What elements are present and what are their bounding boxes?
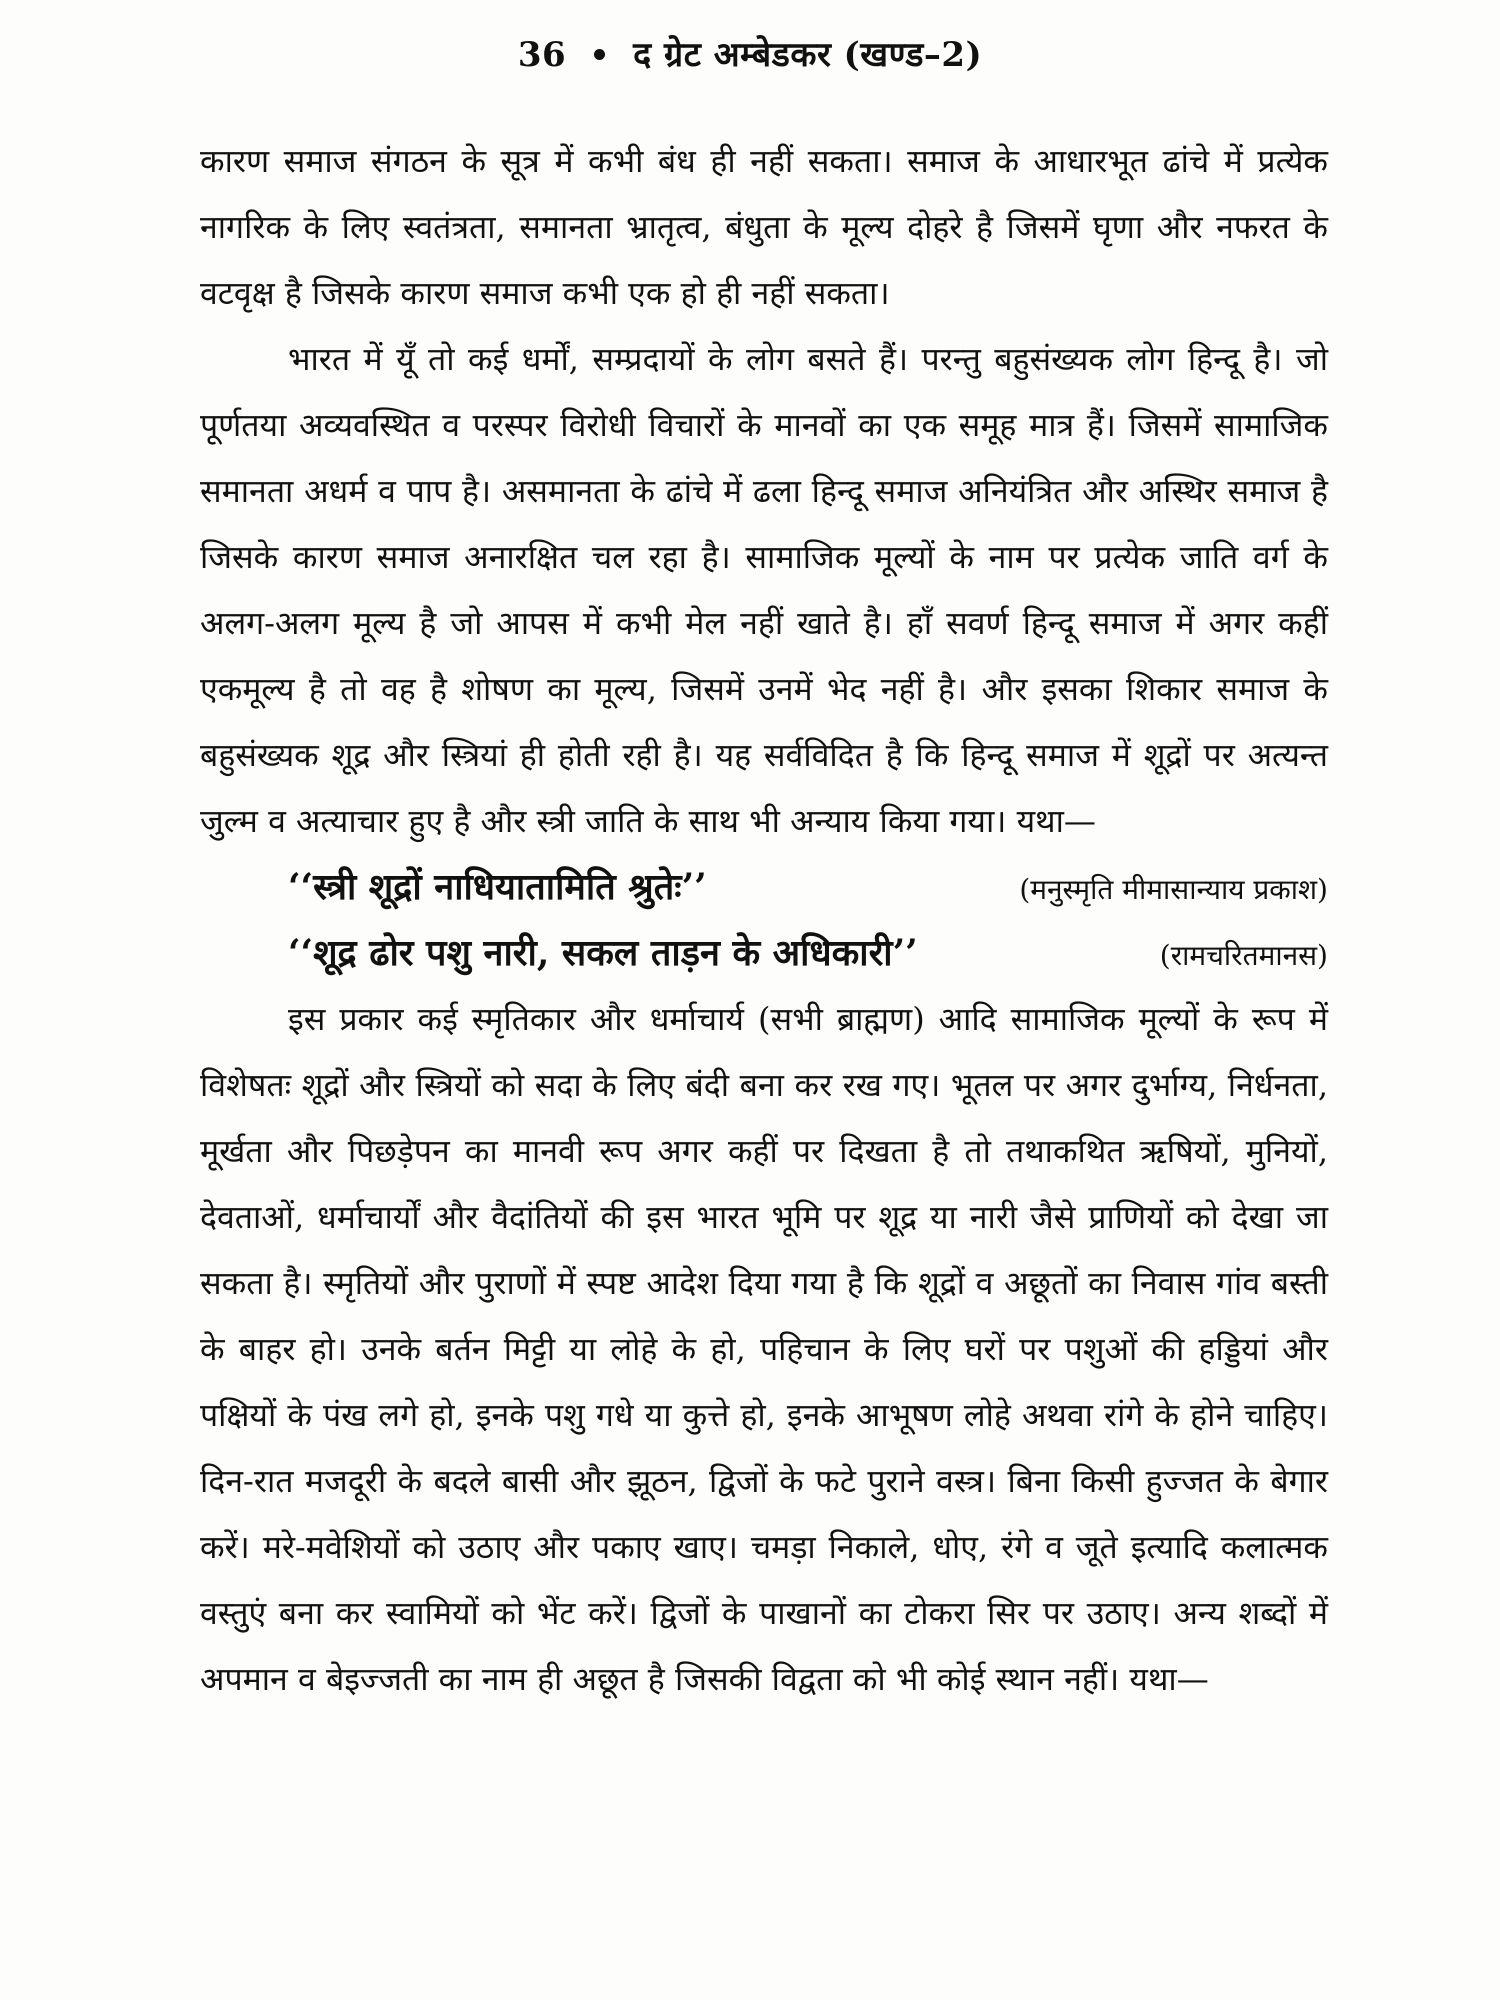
bullet-separator — [594, 49, 605, 60]
quote-source: (मनुस्मृति मीमासान्याय प्रकाश) — [1019, 873, 1328, 906]
paragraph-hindu-society: भारत में यूँ तो कई धर्मों, सम्प्रदायों के लोग बसते हैं। परन्तु बहुसंख्यक लोग हिन्दू है। जो पूर्णतया अव्यवस्थित व परस्पर विरोधी विचारों के मानवों का एक समूह मात्र हैं। जिसमें सामाजिक समानता अधर्म व पाप है। असमानता के ढांचे में ढला हिन्दू समाज अनियंत्रित और अस्थिर समाज है जिसके कारण समाज अनारक्षित चल रहा है। सामाजिक मूल्यों के नाम पर प्रत्येक जाति वर्ग के अलग-अलग मूल्य है जो आपस में कभी मेल नहीं खाते है। हाँ सवर्ण हिन्दू समाज में अगर कहीं एकमूल्य है तो वह है शोषण का मूल्य, जिसमें उनमें भेद नहीं है। और इसका शिकार समाज के बहुसंख्यक शूद्र और स्त्रियां ही होती रही है। यह सर्वविदित है कि हिन्दू समाज में शूद्रों पर अत्यन्त जुल्म व अत्याचार हुए है और स्त्री जाति के साथ भी अन्याय किया गया। यथा— — [200, 340, 1328, 840]
paragraph-continued: कारण समाज संगठन के सूत्र में कभी बंध ही नहीं सकता। समाज के आधारभूत ढांचे में प्रत्येक नागरिक के लिए स्वतंत्रता, समानता भ्रातृत्व, बंधुता के मूल्य दोहरे है जिसमें घृणा और नफरत के वटवृक्ष है जिसके कारण समाज कभी एक हो ही नहीं सकता। — [200, 142, 1328, 312]
book-title: द ग्रेट अम्बेडकर (खण्ड–2) — [633, 35, 983, 75]
quote-verse: ‘‘स्त्री शूद्रों नाधियातामिति श्रुतेः’’ — [288, 866, 707, 908]
page-body — [200, 128, 1328, 1712]
quote-verse: ‘‘शूद्र ढोर पशु नारी, सकल ताड़न के अधिकारी’’ — [288, 932, 918, 974]
quote-line — [200, 920, 1328, 986]
quote-source: (रामचरितमानस) — [1159, 939, 1328, 972]
paragraph-smritikar: इस प्रकार कई स्मृतिकार और धर्माचार्य (सभी ब्राह्मण) आदि सामाजिक मूल्यों के रूप में विशेषतः शूद्रों और स्त्रियों को सदा के लिए बंदी बना कर रख गए। भूतल पर अगर दुर्भाग्य, निर्धनता, मूर्खता और पिछड़ेपन का मानवी रूप अगर कहीं पर दिखता है तो तथाकथित ऋषियों, मुनियों, देवताओं, धर्माचार्यों और वैदांतियों की इस भारत भूमि पर शूद्र या नारी जैसे प्राणियों को देखा जा सकता है। स्मृतियों और पुराणों में स्पष्ट आदेश दिया गया है कि शूद्रों व अछूतों का निवास गांव बस्ती के बाहर हो। उनके बर्तन मिट्टी या लोहे के हो, पहिचान के लिए घरों पर पशुओं की हड्डियां और पक्षियों के पंख लगे हो, इनके पशु गधे या कुत्ते हो, इनके आभूषण लोहे अथवा रांगे के होने चाहिए। दिन-रात मजदूरी के बदले बासी और झूठन, द्विजों के फटे पुराने वस्त्र। बिना किसी हुज्जत के बेगार करें। मरे-मवेशियों को उठाए और पकाए खाए। चमड़ा निकाले, धोए, रंगे व जूते इत्यादि कलात्मक वस्तुएं बना कर स्वामियों को भेंट करें। द्विजों के पाखानों का टोकरा सिर पर उठाए। अन्य शब्दों में अपमान व बेइज्जती का नाम ही अछूत है जिसकी विद्वता को भी कोई स्थान नहीं। यथा— — [200, 1000, 1328, 1698]
page-number: 36 — [517, 35, 567, 75]
quote-line — [200, 854, 1328, 920]
page-header — [0, 30, 1500, 76]
